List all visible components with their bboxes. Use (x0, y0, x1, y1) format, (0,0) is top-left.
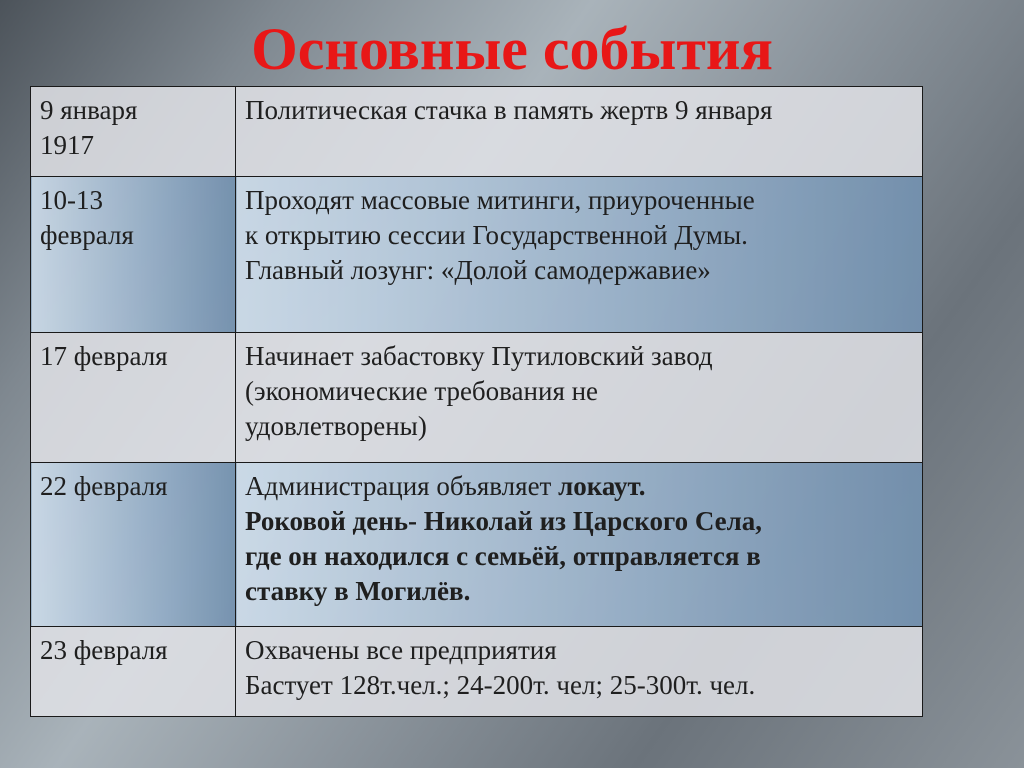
event-line (245, 218, 913, 253)
date-text: февраля (40, 220, 134, 250)
event-text: Главный лозунг: «Долой самодержавие» (245, 255, 711, 285)
event-text: к открытию сессии Государственной Думы. (245, 220, 748, 250)
table-row (31, 463, 923, 627)
events-table (30, 86, 923, 717)
event-line (245, 374, 913, 409)
event-text: локаут. (558, 471, 646, 501)
table-row (31, 87, 923, 177)
event-text: где он находился с семьёй, отправляется в (245, 541, 761, 571)
event-text: удовлетворены) (245, 411, 427, 441)
event-cell (236, 87, 923, 177)
event-line (245, 183, 913, 218)
event-line (245, 339, 913, 374)
event-line (245, 633, 913, 668)
date-cell (31, 463, 236, 627)
date-text: 1917 (40, 130, 94, 160)
event-text: Начинает забастовку Путиловский завод (245, 341, 713, 371)
event-cell (236, 463, 923, 627)
event-cell (236, 177, 923, 333)
date-text: 10-13 (40, 185, 103, 215)
date-cell (31, 87, 236, 177)
event-line (245, 409, 913, 444)
date-text: 22 февраля (40, 471, 168, 501)
event-text: Политическая стачка в память жертв 9 января (245, 95, 773, 125)
event-text: Проходят массовые митинги, приуроченные (245, 185, 755, 215)
event-text: Роковой день- Николай из Царского Села, (245, 506, 763, 536)
event-cell (236, 333, 923, 463)
date-text: 17 февраля (40, 341, 168, 371)
event-line (245, 668, 913, 703)
date-text: 23 февраля (40, 635, 168, 665)
event-line (245, 93, 913, 128)
event-line (245, 253, 913, 288)
event-line (245, 574, 913, 609)
slide-title: Основные события (251, 16, 773, 82)
table-row (31, 627, 923, 717)
event-text: ставку в Могилёв. (245, 576, 471, 606)
table-row (31, 177, 923, 333)
event-cell (236, 627, 923, 717)
table-row (31, 333, 923, 463)
event-text: Охвачены все предприятия (245, 635, 557, 665)
event-line (245, 469, 913, 504)
date-cell (31, 177, 236, 333)
event-text: (экономические требования не (245, 376, 599, 406)
date-text: 9 января (40, 95, 138, 125)
event-line (245, 539, 913, 574)
event-text: Бастует 128т.чел.; 24-200т. чел; 25-300т. чел. (245, 670, 756, 700)
event-text: Администрация объявляет (245, 471, 559, 501)
event-line (245, 504, 913, 539)
date-cell (31, 333, 236, 463)
date-cell (31, 627, 236, 717)
